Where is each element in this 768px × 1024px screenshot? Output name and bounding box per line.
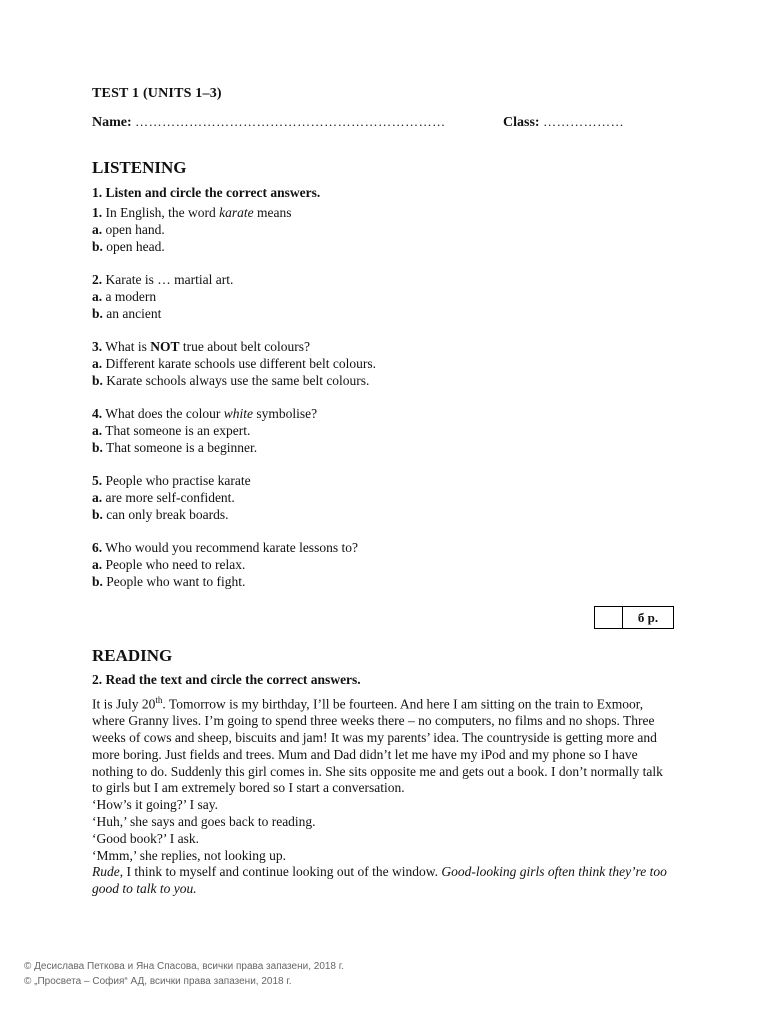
option-text: People who need to relax. <box>102 556 246 572</box>
option-text: are more self-confident. <box>102 489 235 505</box>
copyright-line-1: © Десислава Петкова и Яна Спасова, всички права запазени, 2018 г. <box>24 961 344 972</box>
option-letter: b. <box>92 305 103 321</box>
question-number: 6. <box>92 540 103 555</box>
dialogue-line-4: ‘Mmm,’ she replies, not looking up. <box>92 847 286 863</box>
option-text: That someone is an expert. <box>102 422 251 438</box>
option-text: can only break boards. <box>102 506 229 522</box>
copyright-line-2: © „Просвета – София“ АД, всички права запазени, 2018 г. <box>24 976 292 987</box>
option-letter: b. <box>92 372 103 388</box>
dialogue-line-5 <box>92 864 672 898</box>
name-field[interactable]: …………………………………………………………… <box>135 114 446 129</box>
question-text: Who would you recommend karate lessons to? <box>102 540 358 555</box>
option-text: open head. <box>102 238 165 254</box>
option-letter: a. <box>92 556 103 572</box>
question-5 <box>92 473 251 523</box>
question-text-end: means <box>253 205 292 220</box>
option-letter: a. <box>92 489 103 505</box>
option-letter: b. <box>92 506 103 522</box>
listening-heading: LISTENING <box>92 158 187 177</box>
question-text: In English, the word <box>102 205 220 220</box>
reading-heading: READING <box>92 646 173 665</box>
option-a[interactable] <box>92 222 292 239</box>
option-b[interactable] <box>92 507 251 524</box>
question-text-end: symbolise? <box>252 406 318 421</box>
option-b[interactable] <box>92 239 292 256</box>
reading-text <box>92 692 672 898</box>
reading-paragraph <box>92 692 672 797</box>
option-b[interactable] <box>92 440 317 457</box>
option-b[interactable] <box>92 306 233 323</box>
dialogue-line-3: ‘Good book?’ I ask. <box>92 830 199 846</box>
question-text-end: true about belt colours? <box>179 339 310 354</box>
option-text: That someone is a beginner. <box>102 439 258 455</box>
option-b[interactable] <box>92 373 376 390</box>
listening-instruction: 1. Listen and circle the correct answers. <box>92 185 321 200</box>
question-emphasis: white <box>223 406 253 421</box>
question-text: People who practise karate <box>102 473 251 488</box>
score-input-cell[interactable] <box>595 607 623 628</box>
test-title: TEST 1 (UNITS 1–3) <box>92 86 222 101</box>
option-letter: a. <box>92 355 103 371</box>
reading-instruction: 2. Read the text and circle the correct answers. <box>92 672 361 687</box>
option-letter: a. <box>92 221 103 237</box>
question-emphasis: karate <box>219 205 254 220</box>
dialogue-line-2: ‘Huh,’ she says and goes back to reading. <box>92 814 316 830</box>
question-text: What is <box>102 339 151 354</box>
score-label: б р. <box>637 610 659 625</box>
question-strong: NOT <box>150 339 180 354</box>
question-text: Karate is … martial art. <box>102 272 234 287</box>
question-number: 4. <box>92 406 103 421</box>
date-superscript: th <box>155 695 163 705</box>
question-number: 3. <box>92 339 103 354</box>
reading-text-part: It is July 20 <box>92 696 156 712</box>
reading-text-part: , I think to myself and continue looking out of the window. <box>119 864 442 880</box>
score-box <box>594 606 674 629</box>
dialogue-line-1: ‘How’s it going?’ I say. <box>92 797 218 813</box>
question-3 <box>92 339 376 389</box>
name-label: Name: <box>92 115 132 130</box>
option-letter: a. <box>92 422 103 438</box>
option-text: an ancient <box>102 305 162 321</box>
option-text: open hand. <box>102 221 165 237</box>
question-4 <box>92 406 317 456</box>
option-a[interactable] <box>92 423 317 440</box>
option-letter: b. <box>92 439 103 455</box>
option-a[interactable] <box>92 557 358 574</box>
class-field[interactable]: ……………… <box>543 114 625 129</box>
reading-emphasis: Good-looking girls often think they’re too good to talk to you. <box>92 864 667 897</box>
class-label: Class: <box>503 115 540 130</box>
question-number: 2. <box>92 272 103 287</box>
option-a[interactable] <box>92 490 251 507</box>
option-b[interactable] <box>92 574 358 591</box>
class-part <box>503 114 624 131</box>
question-number: 5. <box>92 473 103 488</box>
option-letter: b. <box>92 238 103 254</box>
name-class-row <box>92 114 672 131</box>
question-1 <box>92 205 292 255</box>
option-letter: a. <box>92 288 103 304</box>
option-letter: b. <box>92 573 103 589</box>
option-text: a modern <box>102 288 157 304</box>
question-2 <box>92 272 233 322</box>
option-text: Different karate schools use different belt colours. <box>102 355 377 371</box>
question-6 <box>92 540 358 590</box>
question-text: What does the colour <box>102 406 224 421</box>
option-a[interactable] <box>92 289 233 306</box>
option-a[interactable] <box>92 356 376 373</box>
reading-text-part: . Tomorrow is my birthday, I’ll be fourteen. And here I am sitting on the train to Exmoor, where Granny lives. I’m going to spend three weeks there – no computers, no films and no shops. Three weeks of cows and sheep, biscuits and jam! It was my parents’ idea. The countryside is getting more and more boring. Just fields and trees. Mum and Dad didn’t let me have my iPod and my phone so I have nothing to do. Suddenly this girl comes in. She sits opposite me and gets out a book. I don’t normally talk to girls but I am extremely bored so I start a conversation. <box>92 696 663 796</box>
question-number: 1. <box>92 205 103 220</box>
option-text: People who want to fight. <box>102 573 246 589</box>
option-text: Karate schools always use the same belt colours. <box>102 372 370 388</box>
reading-emphasis: Rude <box>92 864 120 880</box>
